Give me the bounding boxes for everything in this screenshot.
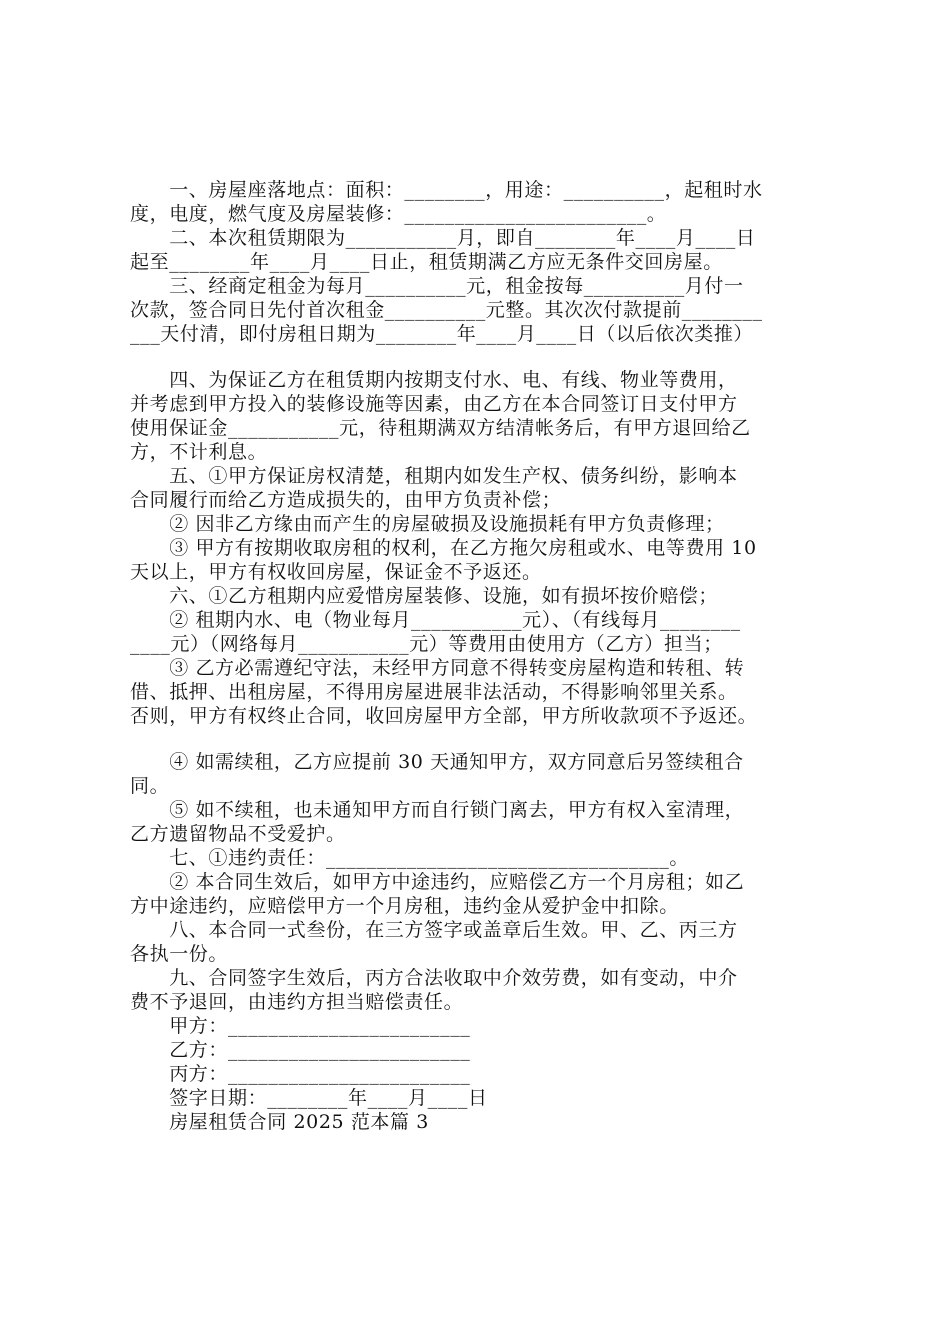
signature-line-party-b: 乙方：________________________ <box>130 1039 471 1061</box>
text-line: ③ 甲方有按期收取房租的权利，在乙方拖欠房租或水、电等费用 10 <box>130 537 757 559</box>
text-line: 合同履行而给乙方造成损失的，由甲方负责补偿； <box>130 489 562 511</box>
text-line: 各执一份。 <box>130 943 229 965</box>
text-line: 一、房屋座落地点：面积：________，用途：__________，起租时水 <box>130 179 763 201</box>
text-line: ② 租期内水、电（物业每月___________元）、（有线每月________ <box>130 609 741 631</box>
text-line: 八、本合同一式叁份，在三方签字或盖章后生效。甲、乙、丙三方 <box>130 919 738 941</box>
text-line: 否则，甲方有权终止合同，收回房屋甲方全部，甲方所收款项不予返还。 <box>130 705 758 727</box>
text-line: ④ 如需续租，乙方应提前 30 天通知甲方，双方同意后另签续租合 <box>130 751 744 773</box>
text-line: 同。 <box>130 775 170 797</box>
contract-body <box>130 178 830 1134</box>
text-line: 五、①甲方保证房权清楚，租期内如发生产权、债务纠纷，影响本 <box>130 465 738 487</box>
text-line: 次款，签合同日先付首次租金__________元整。其次次付款提前________ <box>130 299 763 321</box>
text-line: ___天付清，即付房租日期为________年____月____日（以后依次类推） <box>130 323 754 345</box>
next-section-title: 房屋租赁合同 2025 范本篇 3 <box>130 1111 429 1133</box>
paragraph-gap <box>130 728 830 750</box>
signing-date-line: 签字日期：________年____月____日 <box>130 1087 488 1109</box>
text-line: 使用保证金___________元，待租期满双方结清帐务后，有甲方退回给乙 <box>130 417 751 439</box>
text-line: 七、①违约责任：__________________________________。 <box>130 847 690 869</box>
text-line: ⑤ 如不续租，也未通知甲方而自行锁门离去，甲方有权入室清理， <box>130 799 745 821</box>
text-line: ② 本合同生效后，如甲方中途违约，应赔偿乙方一个月房租；如乙 <box>130 871 745 893</box>
text-line: 六、①乙方租期内应爱惜房屋装修、设施，如有损坏按价赔偿； <box>130 585 719 607</box>
signature-line-party-c: 丙方：________________________ <box>130 1063 471 1085</box>
text-line: ③ 乙方必需遵纪守法，未经甲方同意不得转变房屋构造和转租、转 <box>130 657 745 679</box>
text-line: 借、抵押、出租房屋，不得用房屋进展非法活动，不得影响邻里关系。 <box>130 681 738 703</box>
text-line: ____元）（网络每月___________元）等费用由使用方（乙方）担当； <box>130 633 723 655</box>
text-line: 起至________年____月____日止，租赁期满乙方应无条件交回房屋。 <box>130 251 723 273</box>
text-line: ② 因非乙方缘由而产生的房屋破损及设施损耗有甲方负责修理； <box>130 513 725 535</box>
text-line: 费不予退回，由违约方担当赔偿责任。 <box>130 991 464 1013</box>
text-line: 并考虑到甲方投入的装修设施等因素，由乙方在本合同签订日支付甲方 <box>130 393 738 415</box>
text-line: 乙方遗留物品不受爱护。 <box>130 823 346 845</box>
text-line: 方，不计利息。 <box>130 441 268 463</box>
text-line: 九、合同签字生效后，丙方合法收取中介效劳费，如有变动，中介 <box>130 967 738 989</box>
text-line: 四、为保证乙方在租赁期内按期支付水、电、有线、物业等费用， <box>130 369 738 391</box>
paragraph-gap <box>130 346 830 368</box>
signature-line-party-a: 甲方：________________________ <box>130 1015 471 1037</box>
text-line: 方中途违约，应赔偿甲方一个月房租，违约金从爱护金中扣除。 <box>130 895 679 917</box>
text-line: 度，电度，燃气度及房屋装修：________________________。 <box>130 203 667 225</box>
text-line: 二、本次租赁期限为___________月，即自________年____月____日 <box>130 227 756 249</box>
text-line: 天以上，甲方有权收回房屋，保证金不予返还。 <box>130 561 542 583</box>
text-line: 三、经商定租金为每月__________元，租金按每__________月付一 <box>130 275 744 297</box>
